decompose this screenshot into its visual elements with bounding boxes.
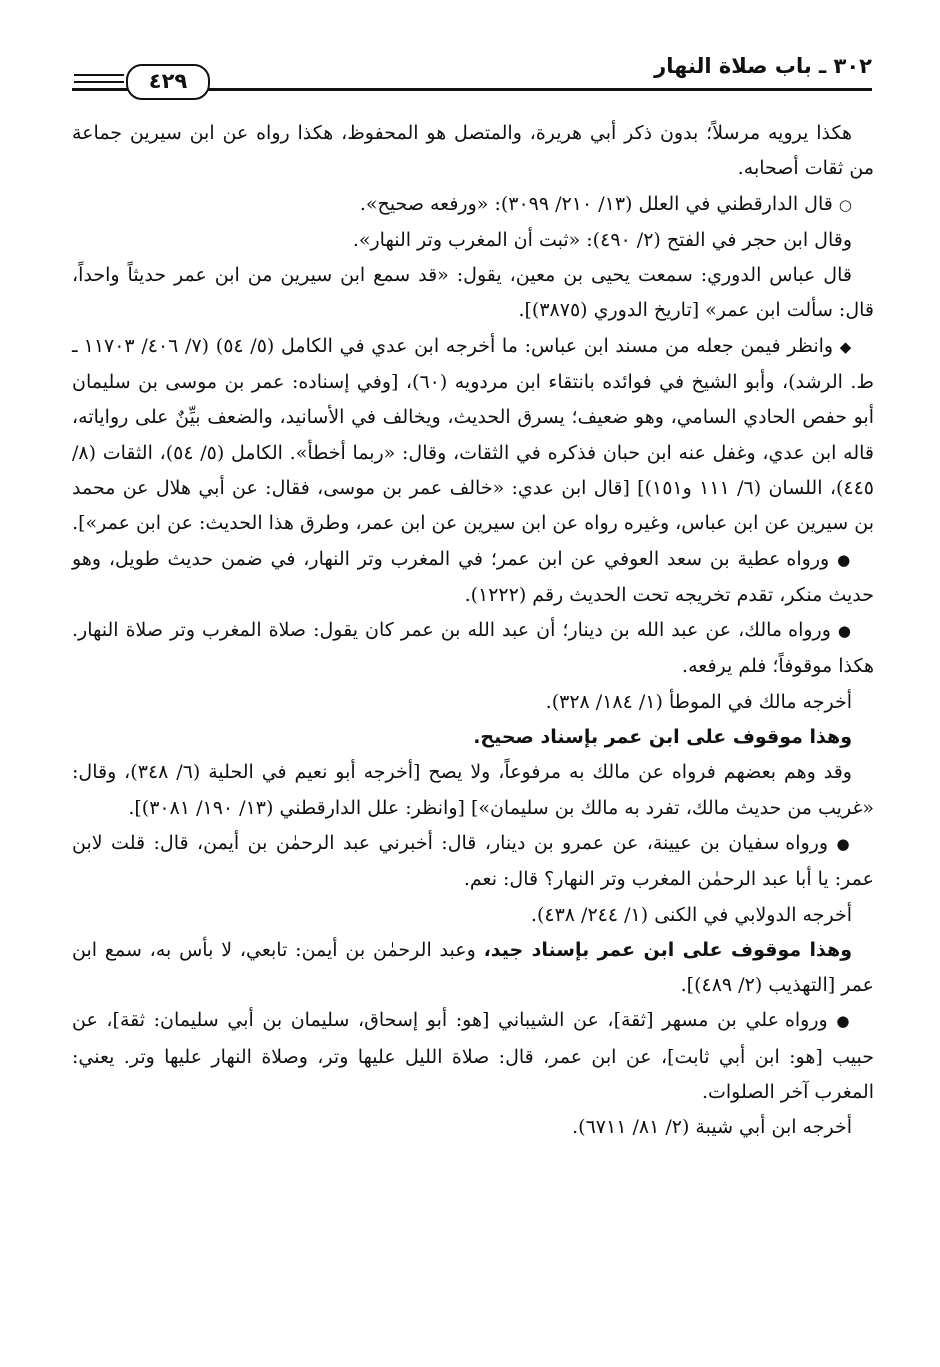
- paragraph: هكذا يرويه مرسلاً؛ بدون ذكر أبي هريرة، والمتصل هو المحفوظ، هكذا رواه عن ابن سيرين جماعة من ثقات أصحابه.: [72, 122, 874, 180]
- paragraph: ○ قال الدارقطني في العلل (١٣/ ٢١٠/ ٣٠٩٩): «ورفعه صحيح».: [359, 192, 852, 215]
- paragraph: أخرجه الدولابي في الكنى (١/ ٢٤٤/ ٤٣٨).: [530, 903, 852, 926]
- page-number: ٤٢٩: [126, 64, 210, 100]
- paragraph: ● ورواه مالك، عن عبد الله بن دينار؛ أن عبد الله بن عمر كان يقول: صلاة المغرب وتر صلاة النهار. هكذا موقوفاً؛ فلم يرفعه.: [72, 619, 874, 678]
- paragraph: وقد وهم بعضهم فرواه عن مالك به مرفوعاً، ولا يصح [أخرجه أبو نعيم في الحلية (٦/ ٣٤٨)، وقال: «غريب من حديث مالك، تفرد به مالك بن سليمان»] [وانظر: علل الدارقطني (١٣/ ١٩٠/ ٣٠٨١)].: [72, 761, 874, 819]
- verdict-lead: وهذا موقوف على ابن عمر بإسناد جيد،: [483, 938, 853, 961]
- circle-marker-icon: ○: [838, 195, 852, 214]
- bullet-icon: ●: [836, 834, 852, 853]
- bullet-icon: ●: [837, 550, 852, 569]
- paragraph: قال عباس الدوري: سمعت يحيى بن معين، يقول: «قد سمع ابن سيرين من ابن عمر حديثاً واحداً، قال: سألت ابن عمر» [تاريخ الدوري (٣٨٧٥)].: [72, 264, 874, 322]
- running-title: ٣٠٢ ـ باب صلاة النهار: [654, 54, 872, 78]
- bullet-icon: ●: [837, 622, 853, 641]
- paragraph: ● ورواه علي بن مسهر [ثقة]، عن الشيباني [هو: أبو إسحاق، سليمان بن أبي سليمان: ثقة]، عن حبيب [هو: ابن أبي ثابت]، عن ابن عمر، قال: صلاة الليل عليها وتر، وصلاة النهار عليها وتر. يعني: المغرب آخر الصلوات.: [72, 1009, 874, 1104]
- paragraph: أخرجه ابن أبي شيبة (٢/ ٨١/ ٦٧١١).: [572, 1116, 852, 1139]
- paragraph: وهذا موقوف على ابن عمر بإسناد جيد، وعبد الرحمٰن بن أيمن: تابعي، لا بأس به، سمع ابن عمر [التهذيب (٢/ ٤٨٩)].: [72, 938, 874, 997]
- bullet-icon: ●: [836, 1012, 852, 1031]
- paragraph: أخرجه مالك في الموطأ (١/ ١٨٤/ ٣٢٨).: [545, 690, 852, 713]
- paragraph: ● ورواه عطية بن سعد العوفي عن ابن عمر؛ في المغرب وتر النهار، في ضمن حديث طويل، وهو حديث منكر، تقدم تخريجه تحت الحديث رقم (١٢٢٢).: [72, 547, 874, 606]
- paragraph: ◆ وانظر فيمن جعله من مسند ابن عباس: ما أخرجه ابن عدي في الكامل (٥/ ٥٤) (٧/ ٤٠٦/ ١١٧٠٣ ـ ط. الرشد)، وأبو الشيخ في فوائده بانتقاء ابن مردويه (٦٠)، [وفي إسناده: عمر بن موسى بن سليمان أبو حفص الحادي السامي، وهو ضعيف؛ يسرق الحديث، ويخالف في الأسانيد، والضعف بيِّنٌ على رواياته، قاله ابن عدي، وغفل عنه ابن حبان فذكره في الثقات، وقال: «ربما أخطأ». الكامل (٥/ ٥٤)، الثقات (٨/ ٤٤٥)، اللسان (٦/ ١١١ و١٥١)] [قال ابن عدي: «خالف عمر بن موسى، فقال: عن أبي هلال عن محمد بن سيرين عن ابن عباس، وغيره رواه عن ابن سيرين عن ابن عمر، وطرق هذا الحديث: عن ابن عمر»].: [72, 334, 874, 535]
- page-header: [72, 48, 872, 94]
- paragraph: ● ورواه سفيان بن عيينة، عن عمرو بن دينار، قال: أخبرني عبد الرحمٰن بن أيمن، قال: قلت لابن عمر: يا أبا عبد الرحمٰن المغرب وتر النهار؟ قال: نعم.: [72, 831, 874, 891]
- page-body: [72, 116, 874, 1146]
- folio-ornament-lines: [74, 74, 124, 88]
- paragraph-verdict: وهذا موقوف على ابن عمر بإسناد صحيح.: [473, 726, 852, 749]
- section-marker-icon: ◆: [839, 337, 852, 356]
- paragraph: وقال ابن حجر في الفتح (٢/ ٤٩٠): «ثبت أن المغرب وتر النهار».: [352, 228, 852, 251]
